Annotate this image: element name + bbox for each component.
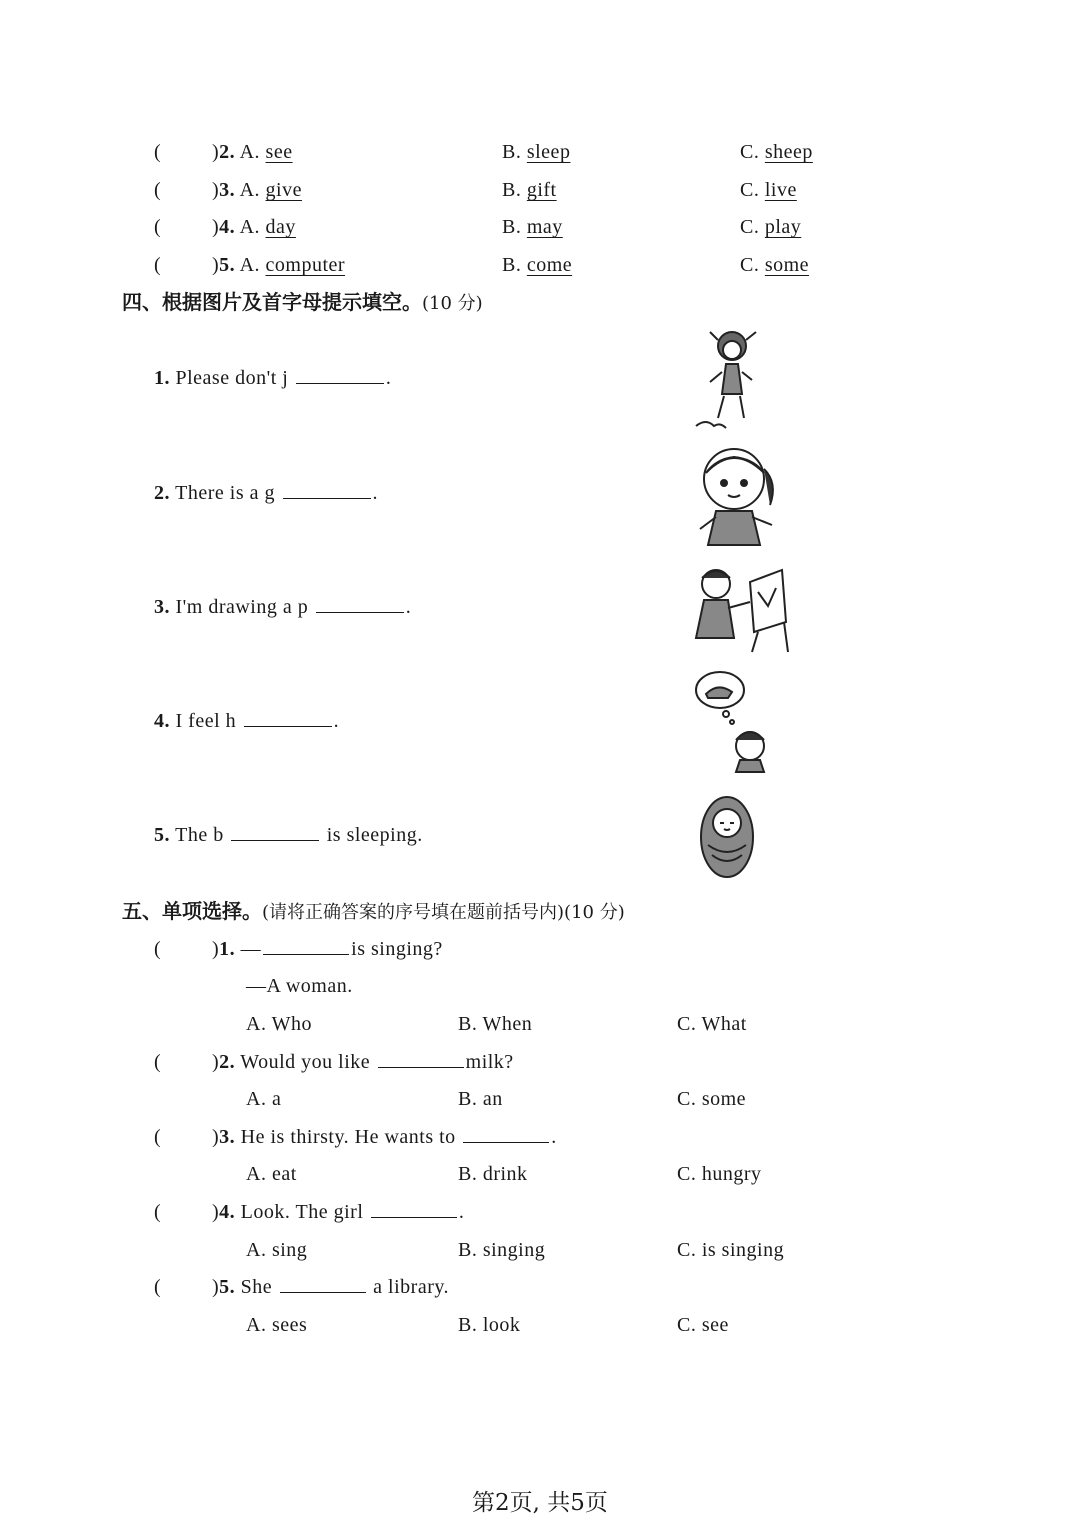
option-a[interactable]: A. eat [246, 1163, 297, 1185]
option-a[interactable]: A. Who [246, 1013, 312, 1035]
option-b[interactable]: B. look [458, 1314, 521, 1336]
option-c-word: live [764, 179, 797, 201]
answer-blank[interactable] [280, 1276, 366, 1293]
option-c[interactable]: C. some [677, 1088, 747, 1110]
jumping-boy-illustration [688, 322, 778, 434]
question-text: )5. She a library. [212, 1276, 450, 1298]
answer-blank[interactable] [244, 710, 332, 727]
hungry-girl-illustration [692, 668, 784, 776]
fill-blank-item: 1. Please don't j . [154, 367, 392, 389]
option-b-word: come [526, 254, 573, 276]
question-answer-line: —A woman. [246, 975, 353, 997]
option-c-word: sheep [764, 141, 813, 163]
answer-paren-close: )2. A. see [212, 141, 293, 163]
answer-blank[interactable] [316, 596, 404, 613]
option-c: C. play [740, 216, 802, 238]
question-text: )2. Would you like milk? [212, 1051, 514, 1073]
answer-blank[interactable] [283, 482, 371, 499]
answer-paren-open: ( [154, 179, 162, 201]
option-c: C. some [740, 254, 810, 276]
fill-blank-item: 2. There is a g . [154, 482, 378, 504]
question-text: )3. He is thirsty. He wants to . [212, 1126, 557, 1148]
option-a[interactable]: A. a [246, 1088, 282, 1110]
option-c[interactable]: C. What [677, 1013, 747, 1035]
option-c-word: play [764, 216, 802, 238]
fill-blank-item: 5. The b is sleeping. [154, 824, 423, 846]
option-a-word: day [265, 216, 296, 238]
option-c[interactable]: C. is singing [677, 1239, 785, 1261]
answer-paren-open: ( [154, 1051, 162, 1073]
option-b[interactable]: B. an [458, 1088, 503, 1110]
option-b[interactable]: B. When [458, 1013, 533, 1035]
fill-blank-item: 4. I feel h . [154, 710, 340, 732]
answer-blank[interactable] [231, 824, 319, 841]
option-a-word: give [265, 179, 302, 201]
option-b: B. gift [502, 179, 557, 201]
option-b[interactable]: B. singing [458, 1239, 546, 1261]
option-b: B. may [502, 216, 563, 238]
answer-paren-open: ( [154, 216, 162, 238]
option-b[interactable]: B. drink [458, 1163, 528, 1185]
option-c[interactable]: C. see [677, 1314, 729, 1336]
option-c: C. sheep [740, 141, 813, 163]
section-4-heading: 四、根据图片及首字母提示填空。(10 分) [122, 290, 483, 314]
answer-paren-open: ( [154, 1201, 162, 1223]
answer-blank[interactable] [378, 1051, 464, 1068]
option-b: B. sleep [502, 141, 571, 163]
answer-paren-close: )4. A. day [212, 216, 296, 238]
answer-paren-open: ( [154, 141, 162, 163]
question-text: )4. Look. The girl . [212, 1201, 465, 1223]
option-a[interactable]: A. sing [246, 1239, 308, 1261]
option-c-word: some [764, 254, 810, 276]
page-number: 第2页, 共5页 [472, 1490, 608, 1516]
option-b-word: gift [526, 179, 557, 201]
option-c[interactable]: C. hungry [677, 1163, 762, 1185]
option-b: B. come [502, 254, 573, 276]
girl-illustration [694, 443, 780, 547]
answer-paren-open: ( [154, 938, 162, 960]
answer-blank[interactable] [296, 367, 384, 384]
answer-paren-close: )5. A. computer [212, 254, 346, 276]
answer-paren-open: ( [154, 1276, 162, 1298]
baby-illustration [696, 793, 758, 879]
option-b-word: may [526, 216, 563, 238]
question-text: )1. — is singing? [212, 938, 443, 960]
fill-blank-item: 3. I'm drawing a p . [154, 596, 412, 618]
option-a-word: see [265, 141, 293, 163]
answer-blank[interactable] [463, 1126, 549, 1143]
answer-blank[interactable] [371, 1201, 457, 1218]
girl-painting-illustration [688, 562, 792, 654]
section-5-heading: 五、单项选择。(请将正确答案的序号填在题前括号内)(10 分) [122, 899, 625, 923]
option-c: C. live [740, 179, 797, 201]
answer-paren-open: ( [154, 254, 162, 276]
option-a[interactable]: A. sees [246, 1314, 308, 1336]
option-b-word: sleep [526, 141, 571, 163]
answer-blank[interactable] [263, 938, 349, 955]
answer-paren-close: )3. A. give [212, 179, 302, 201]
answer-paren-open: ( [154, 1126, 162, 1148]
option-a-word: computer [265, 254, 346, 276]
